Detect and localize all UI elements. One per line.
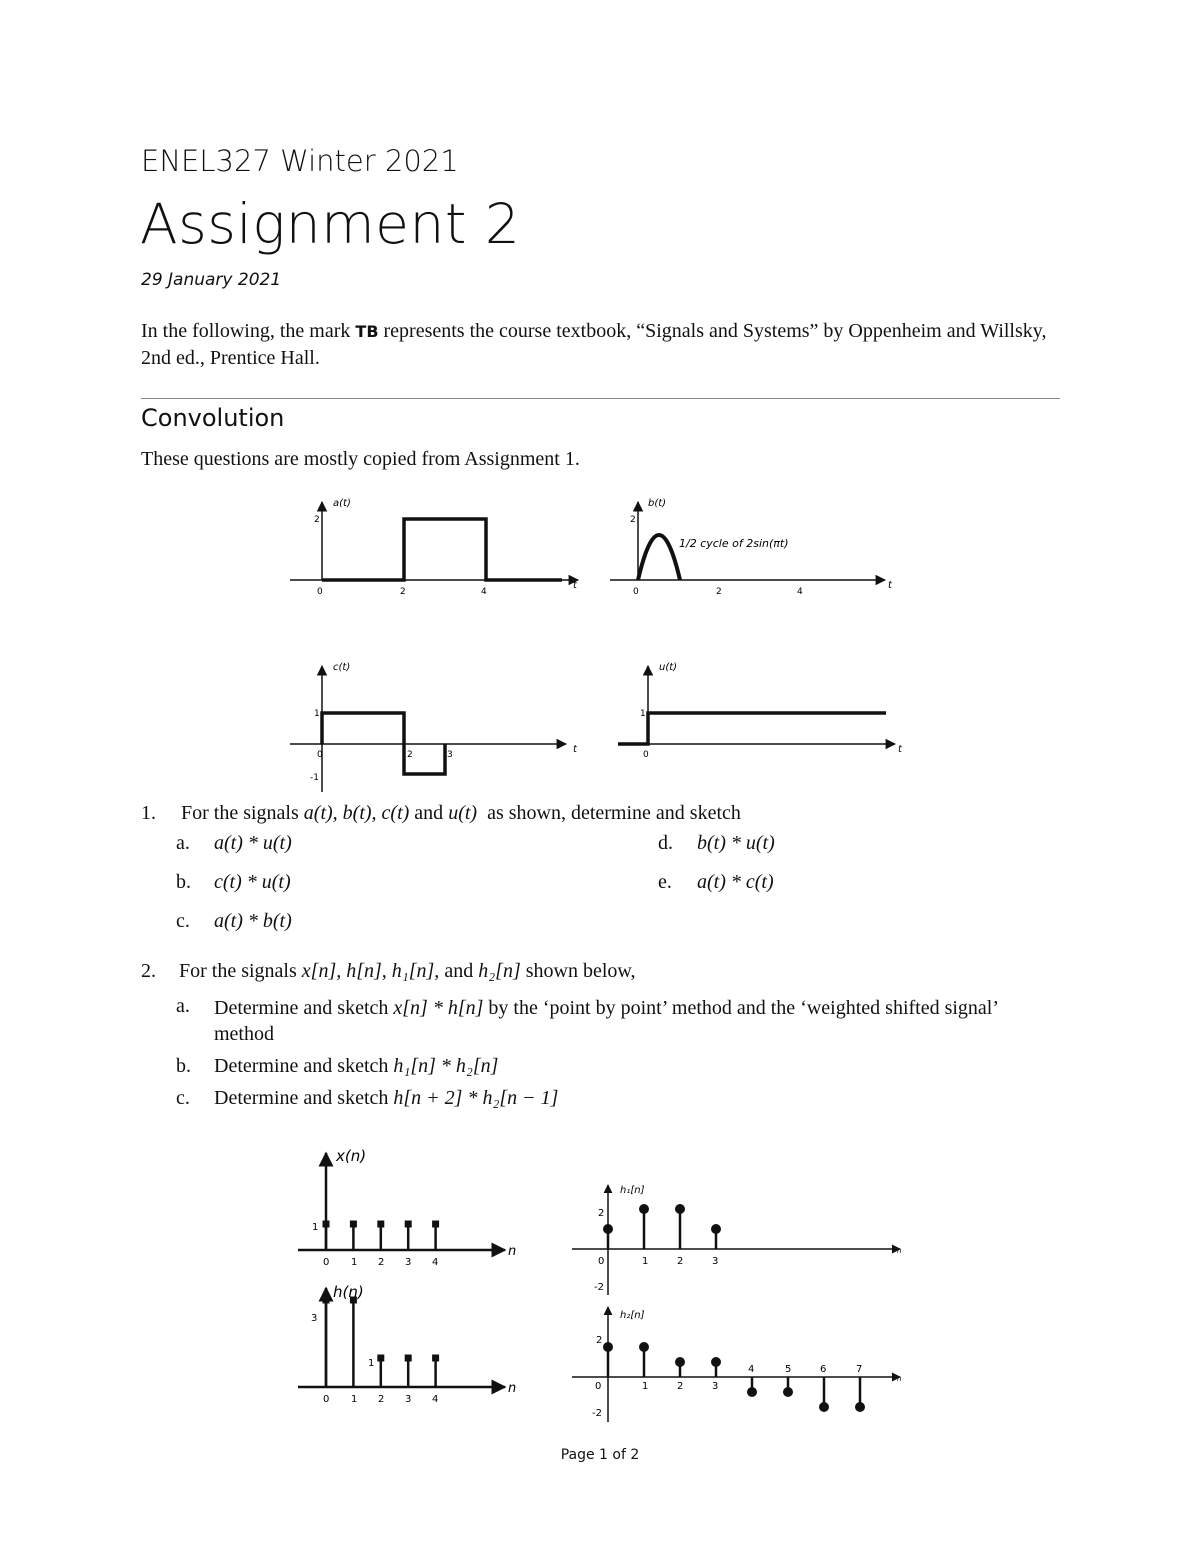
q2-part-text <box>214 1087 558 1110</box>
q1-part-letter: d. <box>658 832 673 854</box>
x-point <box>350 1221 357 1228</box>
plot-a-of-t <box>290 498 578 597</box>
q1-part-expr: b(t) * u(t) <box>697 832 775 854</box>
intro-text-end: represents the course textbook, “Signals and Systems” by Oppenheim and Willsky, 2nd ed., Prentice Hall. <box>141 320 1047 369</box>
h1-stems <box>603 1204 721 1249</box>
x-tick: 0 <box>323 1257 330 1268</box>
x-tick: 2 <box>378 1257 385 1268</box>
h2-tick: 2 <box>677 1381 684 1392</box>
h1-tick: 3 <box>712 1256 719 1267</box>
q1-part-letter: e. <box>658 871 672 893</box>
h-label: h(n) <box>333 1283 364 1301</box>
x-point <box>432 1221 439 1228</box>
c-ytick-1: 1 <box>314 709 320 719</box>
h2-tick: 3 <box>712 1381 719 1392</box>
q1-stem-end: as shown, determine and sketch <box>477 802 741 824</box>
c-ytick-neg1: -1 <box>310 773 319 783</box>
x-axis-label: n <box>508 1244 517 1259</box>
q2-stem <box>179 960 636 983</box>
q1-number: 1. <box>141 802 156 824</box>
q2-stem-h2: h₂[n] <box>478 960 521 982</box>
x-tick: 3 <box>405 1257 412 1268</box>
h-point <box>377 1355 384 1362</box>
u-axis-label: t <box>898 744 902 755</box>
h2-axis-label: n <box>897 1375 902 1383</box>
plot-h-of-n <box>298 1283 516 1405</box>
h2-level-neg2: -2 <box>592 1408 602 1419</box>
h2-tick: 6 <box>820 1364 827 1375</box>
h2-point <box>819 1402 829 1412</box>
b-xtick-1: 2 <box>716 587 722 597</box>
h-level-3: 3 <box>311 1313 318 1324</box>
h1-point <box>711 1224 721 1234</box>
x-tick: 4 <box>432 1257 439 1268</box>
x-point <box>323 1221 330 1228</box>
q2-part-letter: a. <box>176 995 190 1017</box>
q1-part-expr: c(t) * u(t) <box>214 871 291 893</box>
q1-part-letter: a. <box>176 832 190 854</box>
q2-part-letter: c. <box>176 1087 190 1109</box>
c-xtick-1: 2 <box>407 750 413 760</box>
h2-point <box>675 1357 685 1367</box>
b-xtick-0: 0 <box>633 587 639 597</box>
h2-point <box>783 1387 793 1397</box>
plot-u-of-t <box>618 662 903 760</box>
h2-level-2: 2 <box>596 1335 603 1346</box>
h1-tick: 2 <box>677 1256 684 1267</box>
h-tick: 1 <box>351 1394 358 1405</box>
h-stems <box>323 1297 440 1388</box>
q1-part-expr: a(t) * b(t) <box>214 910 292 932</box>
h-tick: 0 <box>323 1394 330 1405</box>
h1-point <box>639 1204 649 1214</box>
a-xtick-2: 4 <box>481 587 487 597</box>
h2-tick: 4 <box>748 1364 755 1375</box>
q2-number: 2. <box>141 960 156 982</box>
h-point <box>432 1355 439 1362</box>
course-heading: ENEL327 Winter 2021 <box>141 144 459 178</box>
h-level-1: 1 <box>368 1358 375 1369</box>
a-axis-label: t <box>573 580 577 591</box>
x-stems <box>323 1221 440 1251</box>
q2-part-post: by the ‘point by point’ method and the ‘weighted shifted signal’ method <box>214 997 998 1045</box>
h2-tick: 1 <box>642 1381 649 1392</box>
q2-stem-and: and <box>439 960 479 982</box>
q1-part-letter: c. <box>176 910 190 932</box>
q1-stem-signals: a(t), b(t), c(t) <box>303 802 410 824</box>
x-point <box>377 1221 384 1228</box>
q2-part-text <box>214 1055 498 1078</box>
plot-b-of-t <box>610 498 893 597</box>
c-label: c(t) <box>333 662 351 673</box>
h2-point <box>603 1342 613 1352</box>
a-label: a(t) <box>333 498 351 509</box>
h2-tick: 0 <box>595 1381 602 1392</box>
x-point <box>405 1221 412 1228</box>
q2-part-expr: x[n] * h[n] <box>393 997 484 1019</box>
q2-part-letter: b. <box>176 1055 191 1077</box>
h2-point <box>747 1387 757 1397</box>
a-xtick-0: 0 <box>317 587 323 597</box>
signals-figure <box>0 480 1200 800</box>
c-xtick-2: 3 <box>447 750 453 760</box>
intro-paragraph <box>141 318 1071 372</box>
section-heading: Convolution <box>141 404 285 432</box>
q2-part-pre: Determine and sketch <box>214 1087 394 1109</box>
q1-stem-a: For the signals <box>181 802 304 824</box>
h1-axis-label: n <box>897 1247 902 1255</box>
page-footer: Page 1 of 2 <box>560 1447 640 1463</box>
a-xtick-1: 2 <box>400 587 406 597</box>
h-tick: 2 <box>378 1394 385 1405</box>
h-point <box>405 1355 412 1362</box>
h-axis-label: n <box>508 1381 517 1396</box>
q2-part-expr: h[n + 2] * h₂[n − 1] <box>393 1087 559 1109</box>
h-tick: 3 <box>405 1394 412 1405</box>
h-tick: 4 <box>432 1394 439 1405</box>
intro-text-start: In the following, the mark <box>141 320 356 342</box>
x-label: x(n) <box>336 1147 367 1165</box>
section-divider <box>141 398 1060 399</box>
section-note: These questions are mostly copied from Assignment 1. <box>141 448 580 470</box>
page-title: Assignment 2 <box>140 192 521 256</box>
q1-stem <box>181 802 741 825</box>
q1-part-expr: a(t) * u(t) <box>214 832 292 854</box>
q2-part-pre: Determine and sketch <box>214 997 394 1019</box>
b-label: b(t) <box>648 498 667 509</box>
h1-level-2: 2 <box>598 1208 605 1219</box>
h2-point <box>711 1357 721 1367</box>
x-level-1: 1 <box>312 1222 319 1233</box>
sequences-figure <box>0 1135 1200 1435</box>
h2-point <box>855 1402 865 1412</box>
h2-label: h₂[n] <box>620 1310 645 1321</box>
q1-stem-and: and <box>409 802 449 824</box>
q2-stem-end: shown below, <box>520 960 636 982</box>
plot-h2-of-n <box>572 1307 901 1422</box>
h1-label: h₁[n] <box>620 1185 645 1196</box>
h1-point <box>603 1224 613 1234</box>
b-xtick-2: 4 <box>797 587 803 597</box>
u-ytick: 1 <box>640 709 646 719</box>
a-ytick: 2 <box>314 515 320 525</box>
h2-tick: 7 <box>856 1364 863 1375</box>
q2-stem-pre: For the signals <box>179 960 302 982</box>
u-label: u(t) <box>659 662 678 673</box>
h2-point <box>639 1342 649 1352</box>
q1-stem-u: u(t) <box>448 802 478 824</box>
u-xtick-0: 0 <box>643 750 649 760</box>
x-tick: 1 <box>351 1257 358 1268</box>
plot-x-of-n <box>298 1147 516 1268</box>
q2-part-expr: h₁[n] * h₂[n] <box>393 1055 499 1077</box>
h1-point <box>675 1204 685 1214</box>
plot-h1-of-n <box>572 1185 901 1295</box>
h-point <box>323 1297 330 1304</box>
q1-part-letter: b. <box>176 871 191 893</box>
h2-tick: 5 <box>785 1364 792 1375</box>
c-axis-label: t <box>573 744 577 755</box>
b-axis-label: t <box>888 580 892 591</box>
h1-tick: 1 <box>642 1256 649 1267</box>
q2-part-pre: Determine and sketch <box>214 1055 394 1077</box>
assignment-date: 29 January 2021 <box>141 270 282 290</box>
b-ytick: 2 <box>630 515 636 525</box>
h1-tick: 0 <box>598 1256 605 1267</box>
textbook-mark: TB <box>355 322 379 341</box>
h1-level-neg2: -2 <box>594 1282 604 1293</box>
q1-part-expr: a(t) * c(t) <box>697 871 774 893</box>
c-xtick-0: 0 <box>317 750 323 760</box>
q2-stem-signals: x[n], h[n], h₁[n], <box>301 960 440 982</box>
b-annotation: 1/2 cycle of 2sin(πt) <box>679 537 789 550</box>
q2-part-text <box>214 995 1044 1047</box>
plot-c-of-t <box>290 662 578 792</box>
